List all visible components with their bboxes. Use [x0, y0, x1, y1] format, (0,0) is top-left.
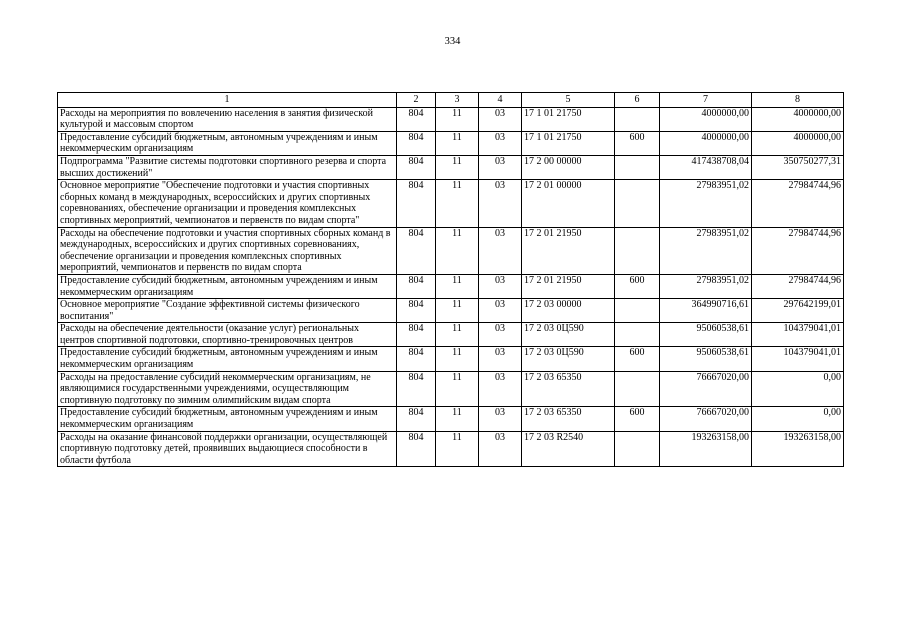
- amount-year-1: 76667020,00: [660, 371, 752, 407]
- expense-name: Основное мероприятие "Создание эффективной системы физического воспитания": [58, 299, 397, 323]
- subsection-code: 03: [479, 371, 522, 407]
- expense-type-code: [615, 299, 660, 323]
- expense-name: Основное мероприятие "Обеспечение подготовки и участия спортивных сборных команд в международных, всероссийских и других спортивных соревнованиях, обеспечение организации и проведения комплексных спортивных мероприятий, чемпионатов и первенств по видам спорта": [58, 180, 397, 227]
- amount-year-1: 27983951,02: [660, 180, 752, 227]
- subsection-code: 03: [479, 407, 522, 431]
- table-row: [58, 347, 844, 371]
- target-article-code: 17 2 01 21950: [522, 274, 615, 298]
- amount-year-2: 4000000,00: [752, 107, 844, 131]
- target-article-code: 17 2 01 21950: [522, 227, 615, 274]
- column-header: 2: [397, 93, 436, 108]
- table-row: [58, 323, 844, 347]
- ministry-code: 804: [397, 407, 436, 431]
- table-row: [58, 180, 844, 227]
- section-code: 11: [436, 299, 479, 323]
- expense-name: Предоставление субсидий бюджетным, автономным учреждениям и иным некоммерческим организациям: [58, 131, 397, 155]
- expense-name: Расходы на обеспечение подготовки и участия спортивных сборных команд в международных, всероссийских и других спортивных соревнованиях, обеспечение организации и проведения комплексных спортивных мероприятий, чемпионатов и первенств по видам спорта: [58, 227, 397, 274]
- column-header: 4: [479, 93, 522, 108]
- expense-type-code: [615, 180, 660, 227]
- ministry-code: 804: [397, 371, 436, 407]
- expense-name: Расходы на предоставление субсидий некоммерческим организациям, не являющимися государственными учреждениями, осуществляющим спортивную подготовку по зимним олимпийским видам спорта: [58, 371, 397, 407]
- column-header: 5: [522, 93, 615, 108]
- amount-year-2: 350750277,31: [752, 155, 844, 179]
- section-code: 11: [436, 407, 479, 431]
- section-code: 11: [436, 107, 479, 131]
- expense-name: Предоставление субсидий бюджетным, автономным учреждениям и иным некоммерческим организациям: [58, 347, 397, 371]
- amount-year-1: 193263158,00: [660, 431, 752, 467]
- table-row: [58, 131, 844, 155]
- table-row: [58, 107, 844, 131]
- subsection-code: 03: [479, 347, 522, 371]
- amount-year-2: 0,00: [752, 371, 844, 407]
- ministry-code: 804: [397, 180, 436, 227]
- ministry-code: 804: [397, 431, 436, 467]
- ministry-code: 804: [397, 107, 436, 131]
- subsection-code: 03: [479, 155, 522, 179]
- column-header: 3: [436, 93, 479, 108]
- amount-year-2: 27984744,96: [752, 227, 844, 274]
- section-code: 11: [436, 347, 479, 371]
- section-code: 11: [436, 371, 479, 407]
- section-code: 11: [436, 131, 479, 155]
- amount-year-2: 27984744,96: [752, 274, 844, 298]
- expense-type-code: 600: [615, 347, 660, 371]
- amount-year-1: 95060538,61: [660, 323, 752, 347]
- expense-type-code: [615, 431, 660, 467]
- target-article-code: 17 2 03 0Ц590: [522, 323, 615, 347]
- expense-type-code: [615, 155, 660, 179]
- expense-type-code: 600: [615, 131, 660, 155]
- amount-year-2: 193263158,00: [752, 431, 844, 467]
- ministry-code: 804: [397, 274, 436, 298]
- amount-year-1: 4000000,00: [660, 131, 752, 155]
- subsection-code: 03: [479, 431, 522, 467]
- column-header: 8: [752, 93, 844, 108]
- section-code: 11: [436, 323, 479, 347]
- ministry-code: 804: [397, 299, 436, 323]
- target-article-code: 17 2 03 65350: [522, 371, 615, 407]
- budget-table: [57, 92, 844, 467]
- expense-name: Расходы на мероприятия по вовлечению населения в занятия физической культурой и массовым спортом: [58, 107, 397, 131]
- table-row: [58, 407, 844, 431]
- ministry-code: 804: [397, 227, 436, 274]
- page-number: 334: [444, 36, 461, 47]
- amount-year-2: 0,00: [752, 407, 844, 431]
- section-code: 11: [436, 180, 479, 227]
- expense-name: Предоставление субсидий бюджетным, автономным учреждениям и иным некоммерческим организациям: [58, 274, 397, 298]
- target-article-code: 17 2 03 R2540: [522, 431, 615, 467]
- table-row: [58, 155, 844, 179]
- expense-type-code: 600: [615, 407, 660, 431]
- section-code: 11: [436, 155, 479, 179]
- table-row: [58, 274, 844, 298]
- target-article-code: 17 2 00 00000: [522, 155, 615, 179]
- table-row: [58, 431, 844, 467]
- expense-type-code: 600: [615, 274, 660, 298]
- amount-year-2: 4000000,00: [752, 131, 844, 155]
- expense-name: Расходы на оказание финансовой поддержки организации, осуществляющей спортивную подготовку детей, проявивших выдающиеся способности в области футбола: [58, 431, 397, 467]
- subsection-code: 03: [479, 227, 522, 274]
- amount-year-1: 27983951,02: [660, 274, 752, 298]
- table-row: [58, 371, 844, 407]
- expense-type-code: [615, 107, 660, 131]
- ministry-code: 804: [397, 155, 436, 179]
- amount-year-1: 76667020,00: [660, 407, 752, 431]
- expense-type-code: [615, 323, 660, 347]
- ministry-code: 804: [397, 131, 436, 155]
- subsection-code: 03: [479, 299, 522, 323]
- target-article-code: 17 2 01 00000: [522, 180, 615, 227]
- section-code: 11: [436, 431, 479, 467]
- column-header: 1: [58, 93, 397, 108]
- section-code: 11: [436, 274, 479, 298]
- target-article-code: 17 2 03 0Ц590: [522, 347, 615, 371]
- amount-year-2: 27984744,96: [752, 180, 844, 227]
- amount-year-2: 104379041,01: [752, 323, 844, 347]
- amount-year-2: 297642199,01: [752, 299, 844, 323]
- subsection-code: 03: [479, 274, 522, 298]
- column-header: 7: [660, 93, 752, 108]
- target-article-code: 17 1 01 21750: [522, 107, 615, 131]
- amount-year-1: 364990716,61: [660, 299, 752, 323]
- amount-year-1: 4000000,00: [660, 107, 752, 131]
- target-article-code: 17 1 01 21750: [522, 131, 615, 155]
- amount-year-1: 95060538,61: [660, 347, 752, 371]
- section-code: 11: [436, 227, 479, 274]
- amount-year-1: 27983951,02: [660, 227, 752, 274]
- ministry-code: 804: [397, 323, 436, 347]
- expense-type-code: [615, 227, 660, 274]
- column-header: 6: [615, 93, 660, 108]
- target-article-code: 17 2 03 65350: [522, 407, 615, 431]
- amount-year-2: 104379041,01: [752, 347, 844, 371]
- subsection-code: 03: [479, 180, 522, 227]
- table-header-row: [58, 93, 844, 108]
- amount-year-1: 417438708,04: [660, 155, 752, 179]
- expense-name: Расходы на обеспечение деятельности (оказание услуг) региональных центров спортивной подготовки, спортивно-тренировочных центров: [58, 323, 397, 347]
- subsection-code: 03: [479, 131, 522, 155]
- expense-name: Предоставление субсидий бюджетным, автономным учреждениям и иным некоммерческим организациям: [58, 407, 397, 431]
- target-article-code: 17 2 03 00000: [522, 299, 615, 323]
- expense-name: Подпрограмма "Развитие системы подготовки спортивного резерва и спорта высших достижений": [58, 155, 397, 179]
- subsection-code: 03: [479, 323, 522, 347]
- expense-type-code: [615, 371, 660, 407]
- ministry-code: 804: [397, 347, 436, 371]
- subsection-code: 03: [479, 107, 522, 131]
- table-row: [58, 299, 844, 323]
- table-row: [58, 227, 844, 274]
